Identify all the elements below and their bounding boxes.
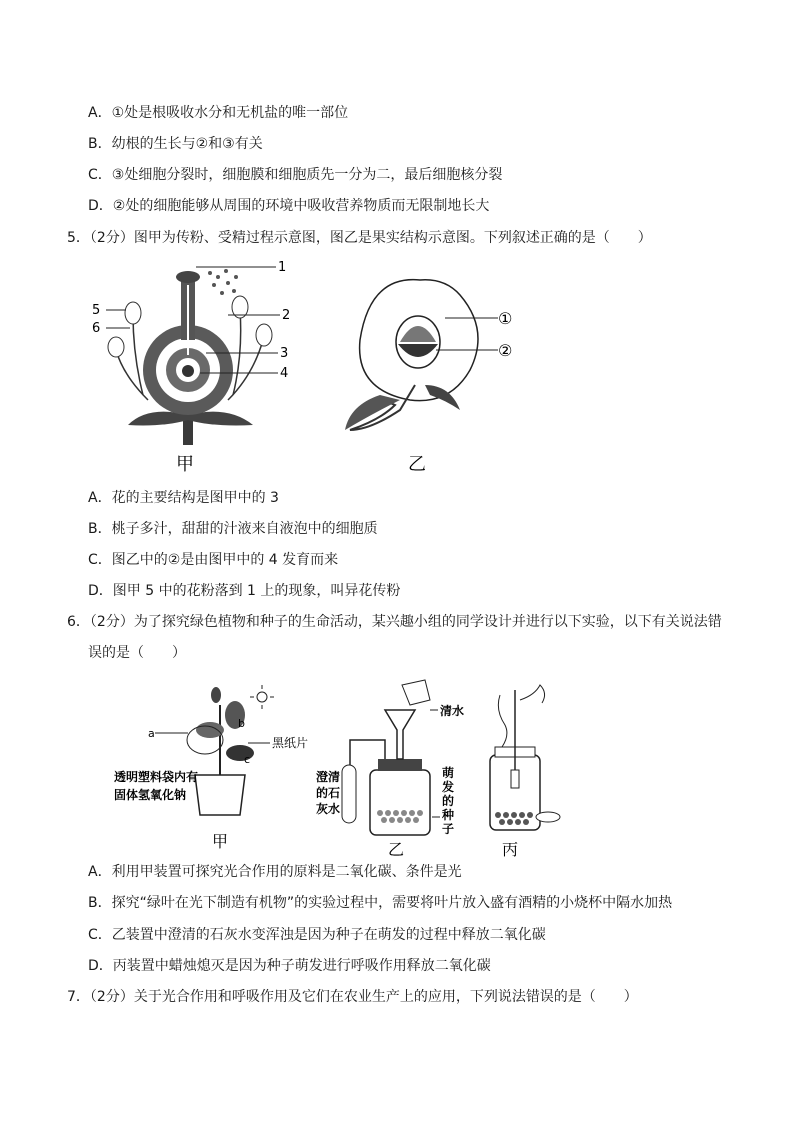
label-limewater-3: 灰水 [316,802,341,816]
caption-yi: 乙 [408,454,426,475]
q6-option-c: C．乙装置中澄清的石灰水变浑浊是因为种子在萌发的过程中释放二氧化碳 [88,927,546,943]
q6-figure [114,675,570,865]
fruit-diagram [345,280,478,430]
q5-option-c: C．图乙中的②是由图甲中的 4 发育而来 [88,552,339,568]
q5-option-b: B．桃子多汁，甜甜的汁液来自液泡中的细胞质 [88,521,378,537]
label-circle-1: ① [498,309,513,328]
q4-option-a: A．①处是根吸收水分和无机盐的唯一部位 [88,105,349,121]
q6-option-b: B．探究“绿叶在光下制造有机物”的实验过程中，需要将叶片放入盛有酒精的小烧杯中隔水加热 [88,895,673,911]
label-3: 3 [280,346,289,361]
label-seeds-1: 萌 [442,766,455,780]
q7-stem: 7．（2分）关于光合作用和呼吸作用及它们在农业生产上的应用，下列说法错误的是（ ） [67,989,638,1005]
q6-option-a: A．利用甲装置可探究光合作用的原料是二氧化碳、条件是光 [88,864,462,880]
label-seeds-4: 种 [442,808,455,822]
label-water: 清水 [440,704,465,718]
label-2: 2 [282,308,291,323]
flower-diagram [108,269,272,445]
q6-stem-line2: 误的是（ ） [88,645,186,661]
label-c: c [244,753,251,766]
label-1: 1 [278,260,287,275]
label-limewater-2: 的石 [316,786,341,800]
label-5: 5 [92,303,101,318]
q5-option-a: A．花的主要结构是图甲中的 3 [88,490,279,506]
label-b: b [238,717,245,730]
caption-bing-6: 丙 [502,840,519,859]
q5-stem: 5．（2分）图甲为传粉、受精过程示意图，图乙是果实结构示意图。下列叙述正确的是（ ） [67,230,652,246]
label-seeds-3: 的 [442,794,455,808]
caption-jia: 甲 [176,454,194,475]
setup-bing [490,685,560,830]
label-bag-1: 透明塑料袋内有 [114,770,199,784]
label-4: 4 [280,366,289,381]
q4-option-d: D．②处的细胞能够从周围的环境中吸收营养物质而无限制地长大 [88,198,490,214]
q5-option-d: D．图甲 5 中的花粉落到 1 上的现象，叫异花传粉 [88,583,401,599]
q4-option-c: C．③处细胞分裂时，细胞膜和细胞质先一分为二，最后细胞核分裂 [88,167,503,183]
q5-figure-yi [330,270,530,480]
q4-option-b: B．幼根的生长与②和③有关 [88,136,263,152]
label-seeds-2: 发 [442,780,455,794]
q5-figure-jia [88,255,303,480]
q6-stem-line1: 6．（2分）为了探究绿色植物和种子的生命活动，某兴趣小组的同学设计并进行以下实验，以下有关说法错 [67,614,722,630]
label-a: a [148,727,155,740]
q6-option-d: D．丙装置中蜡烛熄灭是因为种子萌发进行呼吸作用释放二氧化碳 [88,958,491,974]
label-black-paper: 黑纸片 [272,736,309,750]
label-6: 6 [92,321,101,336]
label-bag-2: 固体氢氧化钠 [114,788,187,802]
setup-yi [342,680,440,835]
caption-yi-6: 乙 [388,840,405,859]
label-circle-2: ② [498,341,513,360]
caption-jia-6: 甲 [212,832,229,851]
label-seeds-5: 子 [442,822,455,836]
label-limewater-1: 澄清 [316,770,341,784]
